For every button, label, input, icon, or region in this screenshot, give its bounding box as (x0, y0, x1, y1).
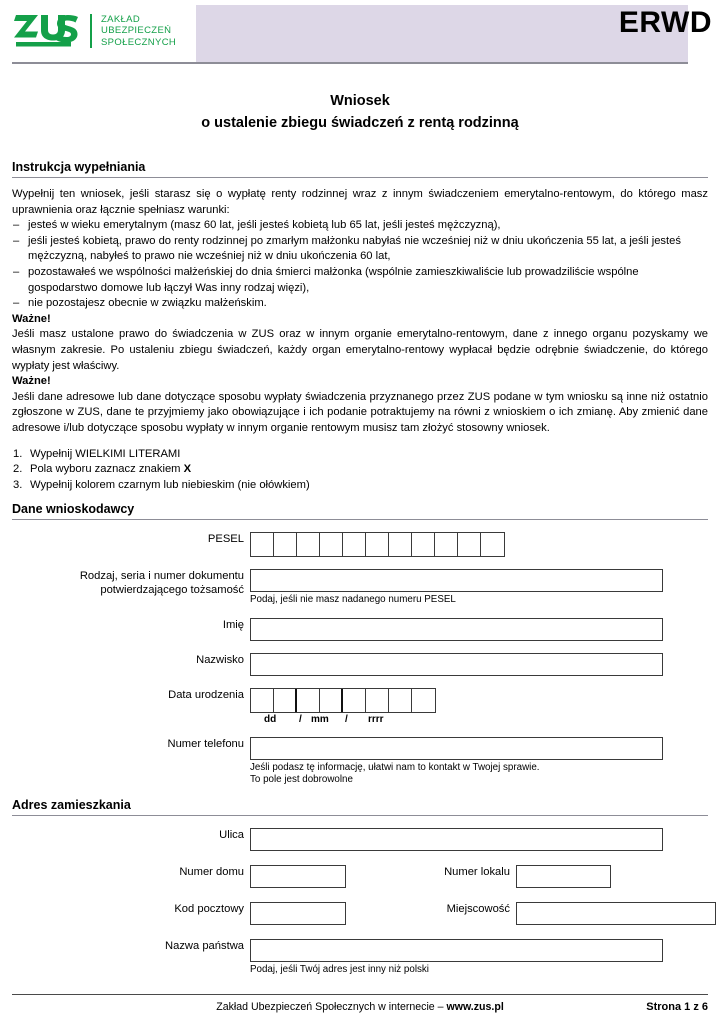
footer-text (12, 1001, 708, 1013)
pesel-cell[interactable] (320, 533, 343, 556)
header-divider (12, 62, 688, 64)
zus-logo (14, 8, 176, 54)
important-label-1: Ważne! (12, 312, 51, 325)
birth-date-legend-slash-2: / (345, 714, 348, 726)
birth-date-cell-month[interactable] (297, 689, 320, 712)
condition-item: – pozostawałeś we wspólności małżeńskiej do dnia śmierci małżonka (wspólnie zamieszkiwaliście lub prowadziliście wspólne gospodarstwo domowe lub łączył Was inny rodzaj więzi), (12, 265, 708, 296)
pesel-label: PESEL (207, 533, 244, 546)
logo-text-line-2: UBEZPIECZEŃ (101, 25, 172, 37)
pesel-cell[interactable] (251, 533, 274, 556)
address-section-heading: Adres zamieszkania (12, 798, 708, 816)
birth-date-legend-mm: mm (311, 714, 329, 726)
page-header (0, 0, 720, 68)
country-label: Nazwa państwa (165, 940, 244, 953)
important-text-1: Jeśli masz ustalone prawo do świadczenia w ZUS oraz w innym organie emerytalno-rentowym, dane z innego organu pozyskamy we własnym zakresie. Po ustaleniu zbiegu świadczeń, każdy organ emerytalno-rentowy wypłacał będzie odrębnie świadczenie, do którego wypłaty jest właściwy. (12, 328, 708, 372)
step-text: Pola wyboru zaznacz znakiem (30, 463, 184, 476)
id-document-label (0, 569, 250, 597)
instructions-intro: Wypełnij ten wniosek, jeśli starasz się o wypłatę renty rodzinnej wraz z innym świadczeniem emerytalno-rentowym, do którego masz uprawnienia oraz łącznie spełniasz warunki: (12, 188, 708, 216)
country-hint: Podaj, jeśli Twój adres jest inny niż polski (250, 964, 429, 976)
header-color-band (196, 5, 688, 62)
instructions-body (12, 187, 708, 493)
flat-number-label: Numer lokalu (444, 866, 510, 879)
id-document-row (0, 569, 720, 606)
footer-website-link[interactable]: www.zus.pl (446, 1001, 504, 1013)
logo-text-line-3: SPOŁECZNYCH (101, 36, 177, 48)
birth-date-cell-day[interactable] (251, 689, 274, 712)
last-name-row (0, 653, 720, 676)
first-name-row (0, 618, 720, 641)
important-text-2: Jeśli dane adresowe lub dane dotyczące sposobu wypłaty świadczenia przyznanego przez ZUS podane w tym wniosku są inne niż ostatnio zgłoszone w ZUS, dane te przyjmiemy jako obowiązujące i ich podanie potraktujemy na równi z wnioskiem o ich zmianę. Aby zmienić dane adresowe i/lub dotyczące sposobu wypłaty w innym organie rentowym musisz tam złożyć stosowny wniosek. (12, 390, 708, 434)
phone-input[interactable] (250, 737, 663, 760)
step-text: Wypełnij kolorem czarnym lub niebieskim (nie ołówkiem) (30, 478, 310, 491)
page-indicator: Strona 1 z 6 (646, 1001, 708, 1013)
street-row (0, 828, 720, 851)
logo-text-line-1: ZAKŁAD (101, 13, 141, 25)
country-input[interactable] (250, 939, 663, 962)
birth-date-row (0, 688, 720, 727)
birth-date-cell-year[interactable] (389, 689, 412, 712)
birth-date-label: Data urodzenia (168, 689, 244, 702)
phone-row (0, 737, 720, 786)
step-item (12, 478, 708, 494)
pesel-cell[interactable] (366, 533, 389, 556)
house-number-label: Numer domu (179, 866, 244, 879)
country-row (0, 939, 720, 976)
instructions-steps-list (12, 447, 708, 494)
step-item (12, 447, 708, 463)
pesel-cell[interactable] (297, 533, 320, 556)
step-text: Wypełnij WIELKIMI LITERAMI (30, 447, 181, 460)
house-flat-row (0, 865, 720, 888)
page-title (0, 90, 720, 134)
address-fields (0, 828, 720, 976)
pesel-cell[interactable] (389, 533, 412, 556)
birth-date-cell-year[interactable] (412, 689, 435, 712)
city-label: Miejscowość (446, 903, 510, 916)
zus-logo-text (101, 14, 176, 49)
instructions-heading: Instrukcja wypełniania (12, 160, 708, 178)
postal-code-label: Kod pocztowy (174, 903, 244, 916)
page-footer (0, 994, 720, 1016)
birth-date-legend (250, 714, 440, 727)
postal-code-input[interactable] (250, 902, 346, 925)
id-document-label-line-2: potwierdzającego tożsamość (100, 584, 244, 597)
page-title-line-2: o ustalenie zbiegu świadczeń z rentą rodzinną (201, 115, 519, 131)
birth-date-cell-day[interactable] (274, 689, 297, 712)
birth-date-cell-month[interactable] (320, 689, 343, 712)
id-document-label-line-1: Rodzaj, seria i numer dokumentu (79, 570, 244, 583)
birth-date-legend-rrrr: rrrr (368, 714, 384, 726)
pesel-input[interactable] (250, 532, 505, 557)
zus-logo-mark (14, 12, 80, 50)
birth-date-legend-dd: dd (264, 714, 277, 726)
phone-hint-line-2: To pole jest dobrowolne (250, 774, 353, 786)
pesel-cell[interactable] (458, 533, 481, 556)
pesel-cell[interactable] (412, 533, 435, 556)
step-bold-token: X (183, 463, 192, 476)
pesel-cell[interactable] (343, 533, 366, 556)
pesel-row (0, 532, 720, 557)
city-input[interactable] (516, 902, 716, 925)
phone-hint (250, 762, 720, 786)
birth-date-input[interactable] (250, 688, 436, 713)
pesel-cell[interactable] (274, 533, 297, 556)
phone-label: Numer telefonu (167, 738, 244, 751)
id-document-input[interactable] (250, 569, 663, 592)
logo-divider (90, 14, 92, 48)
form-code: ERWD (618, 6, 712, 39)
page-title-line-1: Wniosek (330, 93, 390, 109)
condition-item: – nie pozostajesz obecnie w związku małżeńskim. (12, 296, 708, 312)
house-number-input[interactable] (250, 865, 346, 888)
street-input[interactable] (250, 828, 663, 851)
condition-item: – jeśli jesteś kobietą, prawo do renty rodzinnej po zmarłym małżonku nabyłaś nie wcześniej niż w dniu ukończenia 55 lat, a jeśli jesteś mężczyzną, nabyłeś to prawo nie wcześniej niż w dniu ukończenia 60 lat, (12, 234, 708, 265)
instructions-conditions-list (12, 218, 708, 312)
phone-hint-line-1: Jeśli podasz tę informację, ułatwi nam to kontakt w Twojej sprawie. (250, 762, 540, 774)
footer-text-label: Zakład Ubezpieczeń Społecznych w internecie – (216, 1001, 447, 1013)
important-label-2: Ważne! (12, 375, 51, 388)
pesel-cell[interactable] (481, 533, 504, 556)
flat-number-input[interactable] (516, 865, 611, 888)
pesel-cell[interactable] (435, 533, 458, 556)
footer-divider (12, 994, 708, 995)
id-document-hint: Podaj, jeśli nie masz nadanego numeru PESEL (250, 594, 456, 606)
last-name-label: Nazwisko (196, 654, 244, 667)
birth-date-legend-slash-1: / (299, 714, 302, 726)
house-flat-pair (250, 865, 720, 888)
birth-date-cell-year[interactable] (366, 689, 389, 712)
first-name-label: Imię (222, 619, 244, 632)
condition-item: – jesteś w wieku emerytalnym (masz 60 lat, jeśli jesteś kobietą lub 65 lat, jeśli jesteś mężczyzną), (12, 218, 708, 234)
applicant-section-heading: Dane wnioskodawcy (12, 502, 708, 520)
postal-city-row (0, 902, 720, 925)
last-name-input[interactable] (250, 653, 663, 676)
street-label: Ulica (219, 829, 244, 842)
postal-city-pair (250, 902, 720, 925)
birth-date-cell-year[interactable] (343, 689, 366, 712)
step-item (12, 462, 708, 478)
first-name-input[interactable] (250, 618, 663, 641)
applicant-fields (0, 532, 720, 786)
